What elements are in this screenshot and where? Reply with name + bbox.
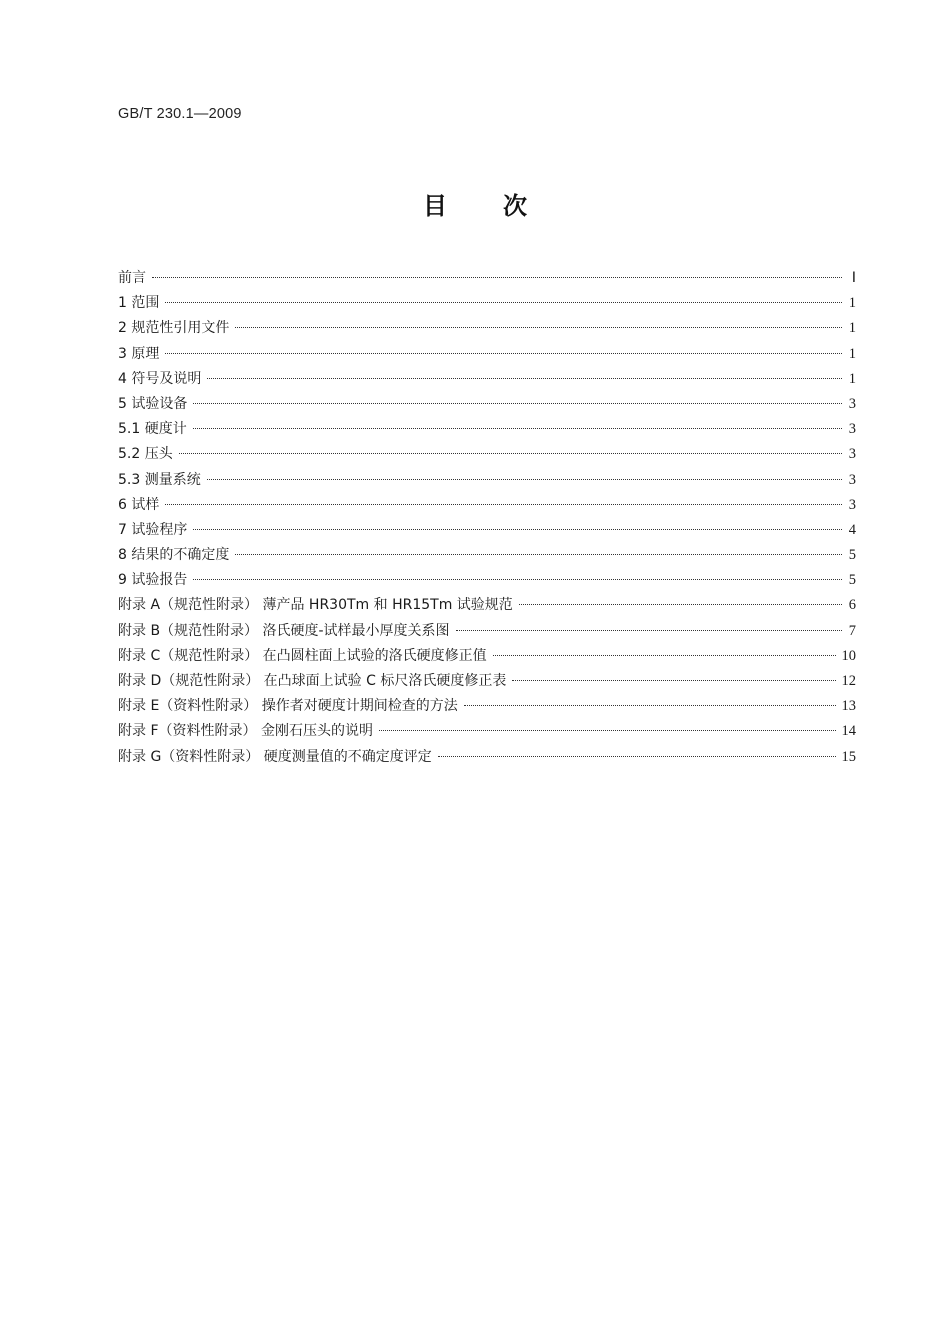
toc-entry-label: 附录 B（规范性附录） 洛氏硬度-试样最小厚度关系图: [118, 622, 450, 639]
dot-leader: [464, 704, 836, 706]
toc-entry-label: 附录 A（规范性附录） 薄产品 HR30Tm 和 HR15Tm 试验规范: [118, 597, 513, 614]
toc-entry-page: 15: [841, 748, 856, 765]
toc-entry-page: 3: [848, 446, 856, 463]
dot-leader: [193, 528, 842, 530]
toc-entry-label: 8 结果的不确定度: [118, 547, 230, 564]
toc-entry-label: 5.1 硬度计: [118, 421, 187, 438]
toc-entry-label: 附录 G（资料性附录） 硬度测量值的不确定度评定: [118, 748, 432, 765]
dot-leader: [152, 276, 842, 278]
toc-entry-label: 5.3 测量系统: [118, 471, 201, 488]
toc-entry-page: 12: [841, 673, 856, 689]
toc-title: 目次: [423, 192, 583, 220]
table-of-contents: [118, 267, 856, 771]
toc-entry-label: 1 范围: [118, 295, 160, 312]
toc-entry-6[interactable]: [118, 494, 856, 519]
toc-entry-page: 3: [848, 395, 856, 412]
dot-leader: [379, 729, 836, 731]
toc-entry-label: 2 规范性引用文件: [118, 320, 230, 337]
toc-entry-page: Ⅰ: [851, 270, 856, 286]
toc-entry-page: 1: [848, 320, 856, 337]
dot-leader: [456, 629, 842, 631]
toc-entry-label: 9 试验报告: [118, 572, 188, 589]
toc-entry-annex-e[interactable]: [118, 695, 856, 720]
dot-leader: [165, 352, 842, 354]
toc-entry-page: 4: [848, 521, 856, 538]
dot-leader: [207, 377, 842, 379]
toc-entry-5-3[interactable]: [118, 469, 856, 494]
toc-entry-annex-d[interactable]: [118, 670, 856, 695]
toc-entry-5[interactable]: [118, 393, 856, 418]
toc-entry-page: 5: [848, 547, 856, 564]
toc-entry-label: 5.2 压头: [118, 446, 173, 463]
toc-entry-page: 1: [848, 295, 856, 312]
toc-entry-label: 附录 C（规范性附录） 在凸圆柱面上试验的洛氏硬度修正值: [118, 647, 487, 664]
toc-entry-label: 7 试验程序: [118, 521, 188, 538]
toc-entry-9[interactable]: [118, 569, 856, 594]
toc-entry-label: 附录 E（资料性附录） 操作者对硬度计期间检查的方法: [118, 698, 458, 715]
toc-entry-page: 14: [841, 723, 856, 740]
dot-leader: [193, 578, 842, 580]
toc-entry-page: 3: [848, 496, 856, 513]
toc-entry-2[interactable]: [118, 317, 856, 342]
toc-entry-3[interactable]: [118, 343, 856, 368]
toc-entry-annex-g[interactable]: [118, 746, 856, 771]
toc-entry-annex-a[interactable]: [118, 594, 856, 619]
toc-entry-page: 6: [848, 597, 856, 614]
dot-leader: [207, 478, 842, 480]
toc-entry-page: 1: [848, 370, 856, 387]
document-code: GB/T 230.1—2009: [118, 106, 242, 122]
toc-entry-page: 3: [848, 471, 856, 488]
dot-leader: [165, 503, 842, 505]
dot-leader: [235, 553, 842, 555]
toc-entry-page: 10: [841, 647, 856, 664]
toc-entry-label: 附录 F（资料性附录） 金刚石压头的说明: [118, 723, 373, 740]
toc-entry-page: 13: [841, 698, 856, 715]
dot-leader: [193, 402, 842, 404]
toc-entry-annex-c[interactable]: [118, 645, 856, 670]
dot-leader: [519, 603, 842, 605]
dot-leader: [493, 654, 836, 656]
toc-entry-label: 5 试验设备: [118, 395, 188, 412]
dot-leader: [179, 452, 842, 454]
dot-leader: [193, 427, 842, 429]
dot-leader: [165, 301, 842, 303]
toc-entry-4[interactable]: [118, 368, 856, 393]
toc-entry-annex-b[interactable]: [118, 620, 856, 645]
toc-entry-page: 5: [848, 572, 856, 589]
toc-entry-page: 1: [848, 345, 856, 362]
toc-entry-page: 3: [848, 421, 856, 438]
dot-leader: [438, 755, 836, 757]
toc-entry-page: 7: [848, 622, 856, 639]
dot-leader: [235, 326, 842, 328]
toc-entry-5-1[interactable]: [118, 418, 856, 443]
dot-leader: [512, 679, 835, 681]
toc-entry-annex-f[interactable]: [118, 720, 856, 745]
toc-entry-label: 6 试样: [118, 496, 160, 513]
toc-entry-8[interactable]: [118, 544, 856, 569]
toc-entry-7[interactable]: [118, 519, 856, 544]
toc-entry-5-2[interactable]: [118, 443, 856, 468]
toc-entry-label: 附录 D（规范性附录） 在凸球面上试验 C 标尺洛氏硬度修正表: [118, 673, 507, 689]
toc-entry-label: 前言: [118, 270, 146, 286]
toc-entry-1[interactable]: [118, 292, 856, 317]
toc-entry-foreword[interactable]: [118, 267, 856, 292]
toc-entry-label: 4 符号及说明: [118, 370, 202, 387]
toc-entry-label: 3 原理: [118, 345, 160, 362]
